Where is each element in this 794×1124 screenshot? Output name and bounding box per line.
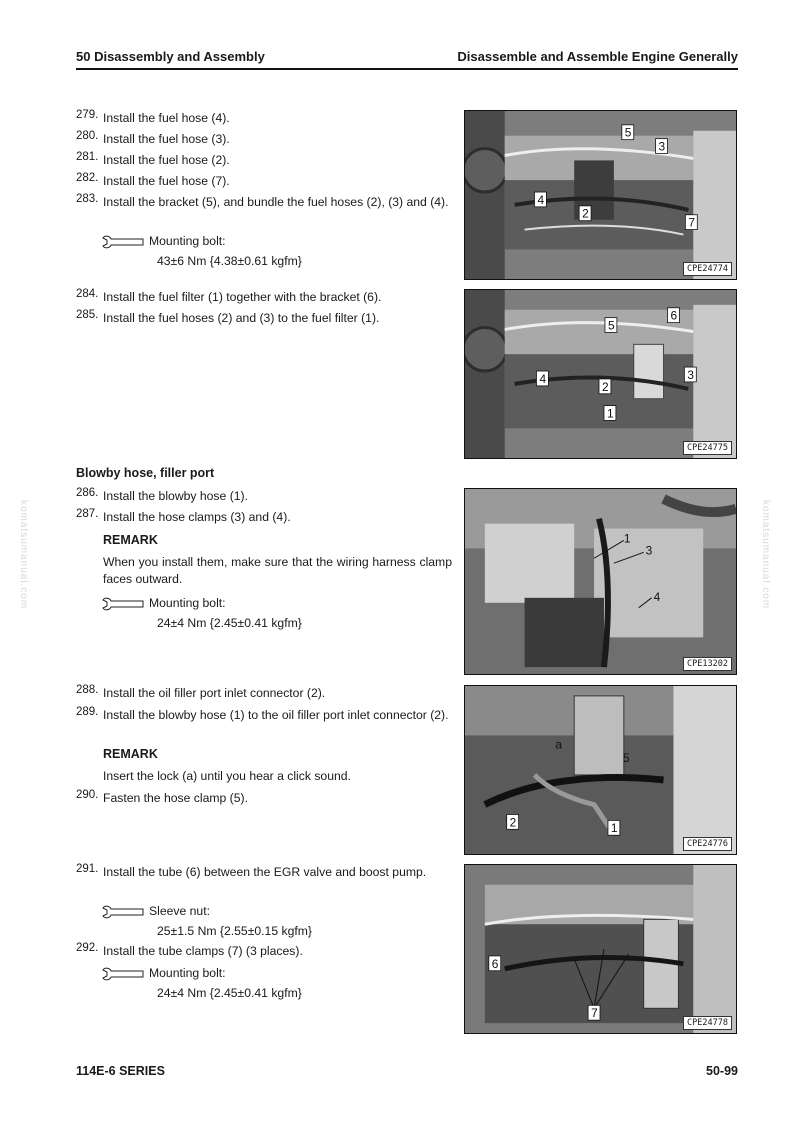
- step-number: 284.: [76, 288, 99, 300]
- step-number: 290.: [76, 789, 99, 801]
- svg-text:4: 4: [537, 192, 545, 207]
- chapter-title: 50 Disassembly and Assembly: [76, 49, 265, 64]
- step-text: Install the bracket (5), and bundle the fuel hoses (2), (3) and (4).: [103, 195, 449, 209]
- remark-text: Insert the lock (a) until you hear a click sound.: [103, 769, 351, 783]
- svg-text:1: 1: [623, 531, 631, 546]
- torque-value: 25±1.5 Nm {2.55±0.15 kgfm}: [157, 924, 312, 938]
- step-text: Install the fuel hose (3).: [103, 132, 230, 146]
- engine-photo-1: [464, 110, 737, 280]
- torque-value: 24±4 Nm {2.45±0.41 kgfm}: [157, 616, 302, 630]
- step-280: [76, 131, 452, 148]
- series-label: 114E-6 SERIES: [76, 1064, 165, 1078]
- svg-text:1: 1: [606, 406, 614, 421]
- torque-label: Mounting bolt:: [149, 234, 226, 248]
- svg-text:2: 2: [509, 815, 517, 830]
- step-text: Install the fuel hose (4).: [103, 111, 230, 125]
- step-text: Fasten the hose clamp (5).: [103, 791, 248, 805]
- figure-code: CPE24778: [683, 1016, 732, 1030]
- step-text: Install the fuel hoses (2) and (3) to the fuel filter (1).: [103, 311, 380, 325]
- torque-label: Mounting bolt:: [149, 596, 226, 610]
- svg-text:a: a: [555, 737, 562, 752]
- section-title: Blowby hose, filler port: [76, 466, 215, 480]
- step-text: Install the tube clamps (7) (3 places).: [103, 944, 303, 958]
- step-282: [76, 173, 452, 190]
- step-number: 280.: [76, 130, 99, 142]
- section-header-title: Disassemble and Assemble Engine Generally: [457, 49, 738, 64]
- svg-text:5: 5: [622, 751, 630, 766]
- step-287: [76, 509, 452, 526]
- svg-text:1: 1: [610, 821, 618, 836]
- step-279: [76, 110, 452, 127]
- step-text: Install the fuel hose (2).: [103, 153, 230, 167]
- torque-wrench-icon: [101, 235, 145, 249]
- step-281: [76, 152, 452, 169]
- step-number: 283.: [76, 193, 99, 205]
- svg-text:7: 7: [591, 1006, 598, 1021]
- torque-value: 43±6 Nm {4.38±0.61 kgfm}: [157, 254, 302, 268]
- torque-wrench-icon: [101, 967, 145, 981]
- step-283: [76, 194, 452, 211]
- step-number: 289.: [76, 706, 99, 718]
- svg-text:5: 5: [607, 318, 615, 333]
- remark-title: REMARK: [103, 533, 158, 547]
- torque-value: 24±4 Nm {2.45±0.41 kgfm}: [157, 986, 302, 1000]
- step-number: 286.: [76, 487, 99, 499]
- svg-text:6: 6: [491, 956, 499, 971]
- step-289: [76, 707, 452, 724]
- page-number: 50-99: [706, 1064, 738, 1078]
- step-number: 292.: [76, 942, 99, 954]
- figure-code: CPE24774: [683, 262, 732, 276]
- step-text: Install the oil filler port inlet connector (2).: [103, 686, 326, 700]
- page-header: [76, 48, 738, 70]
- figure-code: CPE24776: [683, 837, 732, 851]
- step-291: [76, 864, 452, 881]
- step-text: Install the tube (6) between the EGR valve and boost pump.: [103, 865, 427, 879]
- svg-text:6: 6: [670, 308, 678, 323]
- svg-text:4: 4: [539, 371, 547, 386]
- svg-text:2: 2: [582, 206, 589, 221]
- figure-code: CPE13202: [683, 657, 732, 671]
- svg-text:3: 3: [645, 543, 653, 558]
- step-number: 287.: [76, 508, 99, 520]
- engine-photo-3: [464, 488, 737, 675]
- step-number: 288.: [76, 684, 99, 696]
- engine-photo-2: [464, 289, 737, 459]
- step-292: [76, 943, 452, 960]
- watermark-right: komatsumanual.com: [760, 500, 771, 610]
- step-text: Install the blowby hose (1).: [103, 489, 248, 503]
- torque-wrench-icon: [101, 905, 145, 919]
- svg-text:2: 2: [601, 379, 609, 394]
- step-number: 279.: [76, 109, 99, 121]
- torque-label: Mounting bolt:: [149, 966, 226, 980]
- step-number: 282.: [76, 172, 99, 184]
- svg-text:5: 5: [624, 125, 632, 140]
- step-290: [76, 790, 452, 807]
- engine-photo-5: [464, 864, 737, 1034]
- svg-text:3: 3: [687, 367, 694, 382]
- remark-text: When you install them, make sure that the wiring harness clamp faces outward.: [103, 555, 452, 586]
- step-number: 291.: [76, 863, 99, 875]
- engine-photo-4: [464, 685, 737, 855]
- step-number: 281.: [76, 151, 99, 163]
- torque-label: Sleeve nut:: [149, 904, 210, 918]
- svg-text:4: 4: [653, 589, 661, 604]
- step-284: [76, 289, 452, 306]
- svg-text:3: 3: [658, 139, 666, 154]
- step-text: Install the blowby hose (1) to the oil filler port inlet connector (2).: [103, 708, 449, 722]
- figure-code: CPE24775: [683, 441, 732, 455]
- step-text: Install the fuel hose (7).: [103, 174, 230, 188]
- watermark-left: komatsumanual.com: [18, 500, 29, 610]
- step-text: Install the hose clamps (3) and (4).: [103, 510, 291, 524]
- torque-wrench-icon: [101, 597, 145, 611]
- step-number: 285.: [76, 309, 99, 321]
- svg-text:7: 7: [688, 215, 695, 230]
- step-286: [76, 488, 452, 505]
- step-text: Install the fuel filter (1) together with the bracket (6).: [103, 290, 382, 304]
- step-288: [76, 685, 452, 702]
- step-285: [76, 310, 452, 327]
- remark-title: REMARK: [103, 747, 158, 761]
